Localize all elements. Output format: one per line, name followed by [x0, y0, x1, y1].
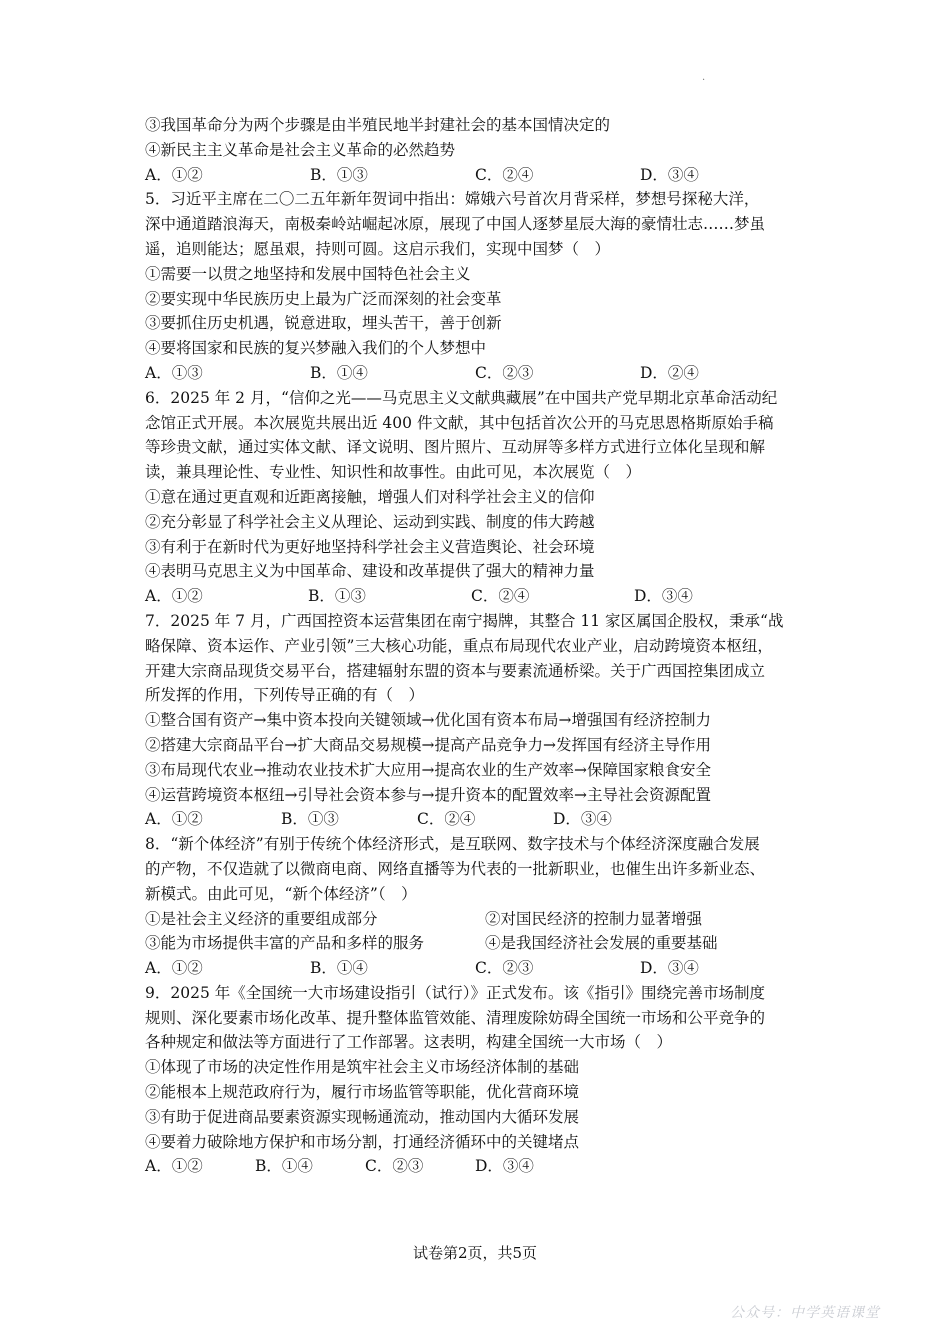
q6-stem-line: 等珍贵文献，通过实体文献、译文说明、图片照片、互动屏等多样方式进行立体化呈现和解: [145, 438, 766, 457]
q7-item: ②搭建大宗商品平台→扩大商品交易规模→提高产品竞争力→发挥国有经济主导作用: [145, 735, 711, 754]
q9-item: ②能根本上规范政府行为，履行市场监管等职能，优化营商环境: [145, 1083, 580, 1102]
q4-item-4: ④新民主主义革命是社会主义革命的必然趋势: [145, 140, 456, 159]
q8-options: [145, 956, 810, 981]
q5-item: ④要将国家和民族的复兴梦融入我们的个人梦想中: [145, 339, 487, 358]
q9-item: ④要着力破除地方保护和市场分割，打通经济循环中的关键堵点: [145, 1132, 580, 1151]
q6-item: ①意在通过更直观和近距离接触，增强人们对科学社会主义的信仰: [145, 487, 595, 506]
q9-option-c: C．②③: [365, 1157, 424, 1176]
q9-option-a: A．①②: [145, 1157, 203, 1176]
q8-item: ③能为市场提供丰富的产品和多样的服务: [145, 934, 425, 953]
q8-stem-line: 8．“新个体经济”有别于传统个体经济形式，是互联网、数字技术与个体经济深度融合发展: [145, 835, 760, 854]
q6-item: ③有利于在新时代为更好地坚持科学社会主义营造舆论、社会环境: [145, 537, 595, 556]
page-footer: 试卷第2页，共5页: [412, 1244, 538, 1262]
q9-item: ①体现了市场的决定性作用是筑牢社会主义市场经济体制的基础: [145, 1058, 580, 1077]
q8-items-row: [145, 931, 810, 956]
q4-option-b: B．①③: [310, 165, 368, 184]
q8-items-row: [145, 907, 810, 932]
q8-item: ②对国民经济的控制力显著增强: [485, 909, 703, 928]
q9-options: [145, 1154, 810, 1179]
q8-option-d: D．③④: [640, 959, 699, 978]
q5-option-a: A．①③: [145, 363, 203, 382]
q8-stem-line: 的产物，不仅造就了以微商电商、网络直播等为代表的一批新职业，也催生出许多新业态、: [145, 859, 766, 878]
q7-stem-line: 所发挥的作用，下列传导正确的有（ ）: [145, 686, 425, 705]
q9-option-d: D．③④: [475, 1157, 534, 1176]
q8-item: ①是社会主义经济的重要组成部分: [145, 909, 378, 928]
q6-option-a: A．①②: [145, 587, 203, 606]
q4-option-d: D．③④: [640, 165, 699, 184]
q6-option-b: B．①③: [308, 587, 366, 606]
q7-item: ③布局现代农业→推动农业技术扩大应用→提高农业的生产效率→保障国家粮食安全: [145, 760, 711, 779]
q6-stem-line: 6．2025 年 2 月，“信仰之光——马克思主义文献典藏展”在中国共产党早期北京革命活动纪: [145, 388, 778, 407]
q8-option-b: B．①④: [310, 959, 368, 978]
q7-option-d: D．③④: [553, 810, 612, 829]
q9-stem-line: 规则、深化要素市场化改革、提升整体监管效能、清理废除妨碍全国统一市场和公平竞争的: [145, 1008, 766, 1027]
q5-item: ②要实现中华民族历史上最为广泛而深刻的社会变革: [145, 289, 502, 308]
q4-option-a: A．①②: [145, 165, 203, 184]
q8-stem-line: 新模式。由此可见，“新个体经济”（ ）: [145, 884, 417, 903]
q6-option-d: D．③④: [634, 587, 693, 606]
q6-option-c: C．②④: [471, 587, 530, 606]
q4-options: [145, 163, 810, 188]
q7-option-b: B．①③: [281, 810, 339, 829]
q5-stem-line: 5．习近平主席在二〇二五年新年贺词中指出：嫦娥六号首次月背采样，梦想号探秘大洋，: [145, 190, 760, 209]
q6-item: ④表明马克思主义为中国革命、建设和改革提供了强大的精神力量: [145, 562, 595, 581]
q8-item: ④是我国经济社会发展的重要基础: [485, 934, 718, 953]
q7-option-a: A．①②: [145, 810, 203, 829]
q5-option-d: D．②④: [640, 363, 699, 382]
q5-stem-line: 深中通道踏浪海天，南极秦岭站崛起冰原，展现了中国人逐梦星辰大海的豪情壮志……梦虽: [145, 215, 766, 234]
q7-stem-line: 略保障、资本运作、产业引领”三大核心功能，重点布局现代农业产业，启动跨境资本枢纽，: [145, 636, 773, 655]
q7-stem-line: 7．2025 年 7 月，广西国控资本运营集团在南宁揭牌，其整合 11 家区属国企股权，秉承“战: [145, 611, 784, 630]
q7-item: ④运营跨境资本枢纽→引导社会资本参与→提升资本的配置效率→主导社会资源配置: [145, 785, 711, 804]
q7-option-c: C．②④: [417, 810, 476, 829]
q5-option-c: C．②③: [475, 363, 534, 382]
q4-option-c: C．②④: [475, 165, 534, 184]
q5-options: [145, 361, 810, 386]
q8-option-a: A．①②: [145, 959, 203, 978]
q6-stem-line: 念馆正式开展。本次展览共展出近 400 件文献，其中包括首次公开的马克思恩格斯原始手稿: [145, 413, 774, 432]
q6-item: ②充分彰显了科学社会主义从理论、运动到实践、制度的伟大跨越: [145, 512, 595, 531]
q4-item-3: ③我国革命分为两个步骤是由半殖民地半封建社会的基本国情决定的: [145, 116, 611, 134]
q5-stem-line: 遥，追则能达；愿虽艰，持则可圆。这启示我们，实现中国梦（ ）: [145, 239, 611, 258]
q9-stem-line: 9．2025 年《全国统一大市场建设指引（试行）》正式发布。该《指引》围绕完善市场制度: [145, 983, 765, 1002]
q6-stem-line: 读，兼具理论性、专业性、知识性和故事性。由此可见，本次展览（ ）: [145, 463, 642, 482]
q8-option-c: C．②③: [475, 959, 534, 978]
q6-options: [145, 584, 810, 609]
page-content: [145, 113, 810, 1179]
q5-item: ①需要一以贯之地坚持和发展中国特色社会主义: [145, 264, 471, 283]
q9-stem-line: 各种规定和做法等方面进行了工作部署。这表明，构建全国统一大市场（ ）: [145, 1033, 673, 1052]
watermark: 公众号：中学英语课堂: [730, 1305, 880, 1321]
q7-item: ①整合国有资产→集中资本投向关键领域→优化国有资本布局→增强国有经济控制力: [145, 711, 711, 730]
top-mark: .: [702, 72, 706, 83]
q9-item: ③有助于促进商品要素资源实现畅通流动，推动国内大循环发展: [145, 1107, 580, 1126]
q9-option-b: B．①④: [255, 1157, 313, 1176]
q7-stem-line: 开建大宗商品现货交易平台，搭建辐射东盟的资本与要素流通桥梁。关于广西国控集团成立: [145, 661, 766, 680]
q5-option-b: B．①④: [310, 363, 368, 382]
q7-options: [145, 807, 810, 832]
q5-item: ③要抓住历史机遇，锐意进取，埋头苦干，善于创新: [145, 314, 502, 333]
